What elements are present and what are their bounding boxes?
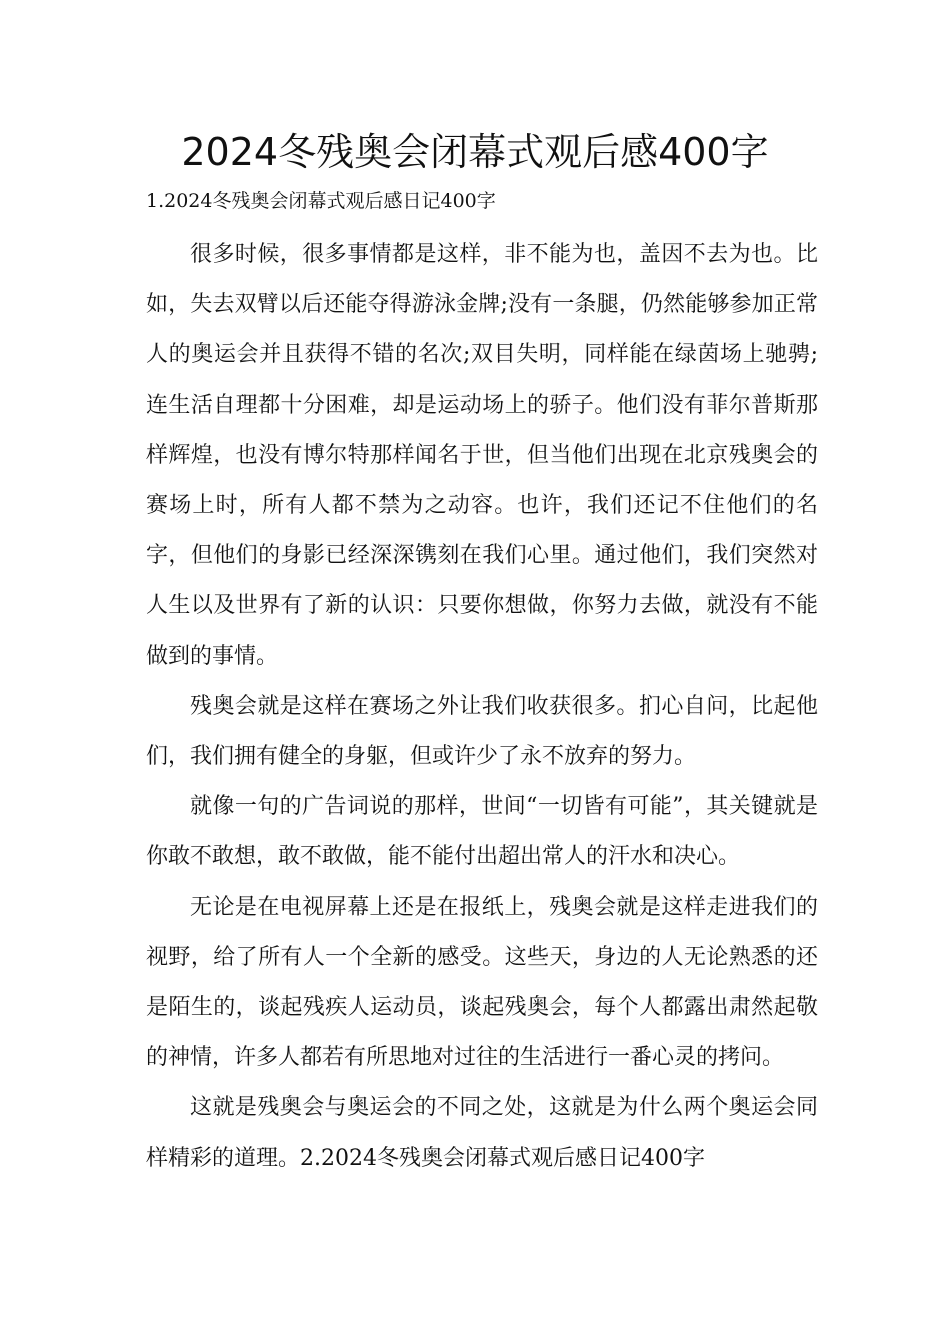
paragraph: 很多时候，很多事情都是这样，非不能为也，盖因不去为也。比如，失去双臂以后还能夺得游泳金牌;没有一条腿，仍然能够参加正常人的奥运会并且获得不错的名次;双目失明，同样能在绿茵场上驰骋;连生活自理都十分困难，却是运动场上的骄子。他们没有菲尔普斯那样辉煌，也没有博尔特那样闻名于世，但当他们出现在北京残奥会的赛场上时，所有人都不禁为之动容。也许，我们还记不住他们的名字，但他们的身影已经深深镌刻在我们心里。通过他们，我们突然对人生以及世界有了新的认识：只要你想做，你努力去做，就没有不能做到的事情。 [146, 242, 818, 669]
document-body [146, 230, 818, 1184]
paragraph: 这就是残奥会与奥运会的不同之处，这就是为什么两个奥运会同样精彩的道理。2.2024冬残奥会闭幕式观后感日记400字 [146, 1095, 818, 1171]
paragraph: 就像一句的广告词说的那样，世间“一切皆有可能”，其关键就是你敢不敢想，敢不敢做，能不能付出超出常人的汗水和决心。 [146, 794, 818, 870]
section-heading: 1.2024冬残奥会闭幕式观后感日记400字 [146, 190, 496, 212]
paragraph: 残奥会就是这样在赛场之外让我们收获很多。扪心自问，比起他们，我们拥有健全的身躯，但或许少了永不放弃的努力。 [146, 693, 818, 770]
page-title: 2024冬残奥会闭幕式观后感400字 [181, 130, 769, 174]
paragraph: 无论是在电视屏幕上还是在报纸上，残奥会就是这样走进我们的视野，给了所有人一个全新的感受。这些天，身边的人无论熟悉的还是陌生的，谈起残疾人运动员，谈起残奥会，每个人都露出肃然起敬的神情，许多人都若有所思地对过往的生活进行一番心灵的拷问。 [146, 894, 818, 1071]
